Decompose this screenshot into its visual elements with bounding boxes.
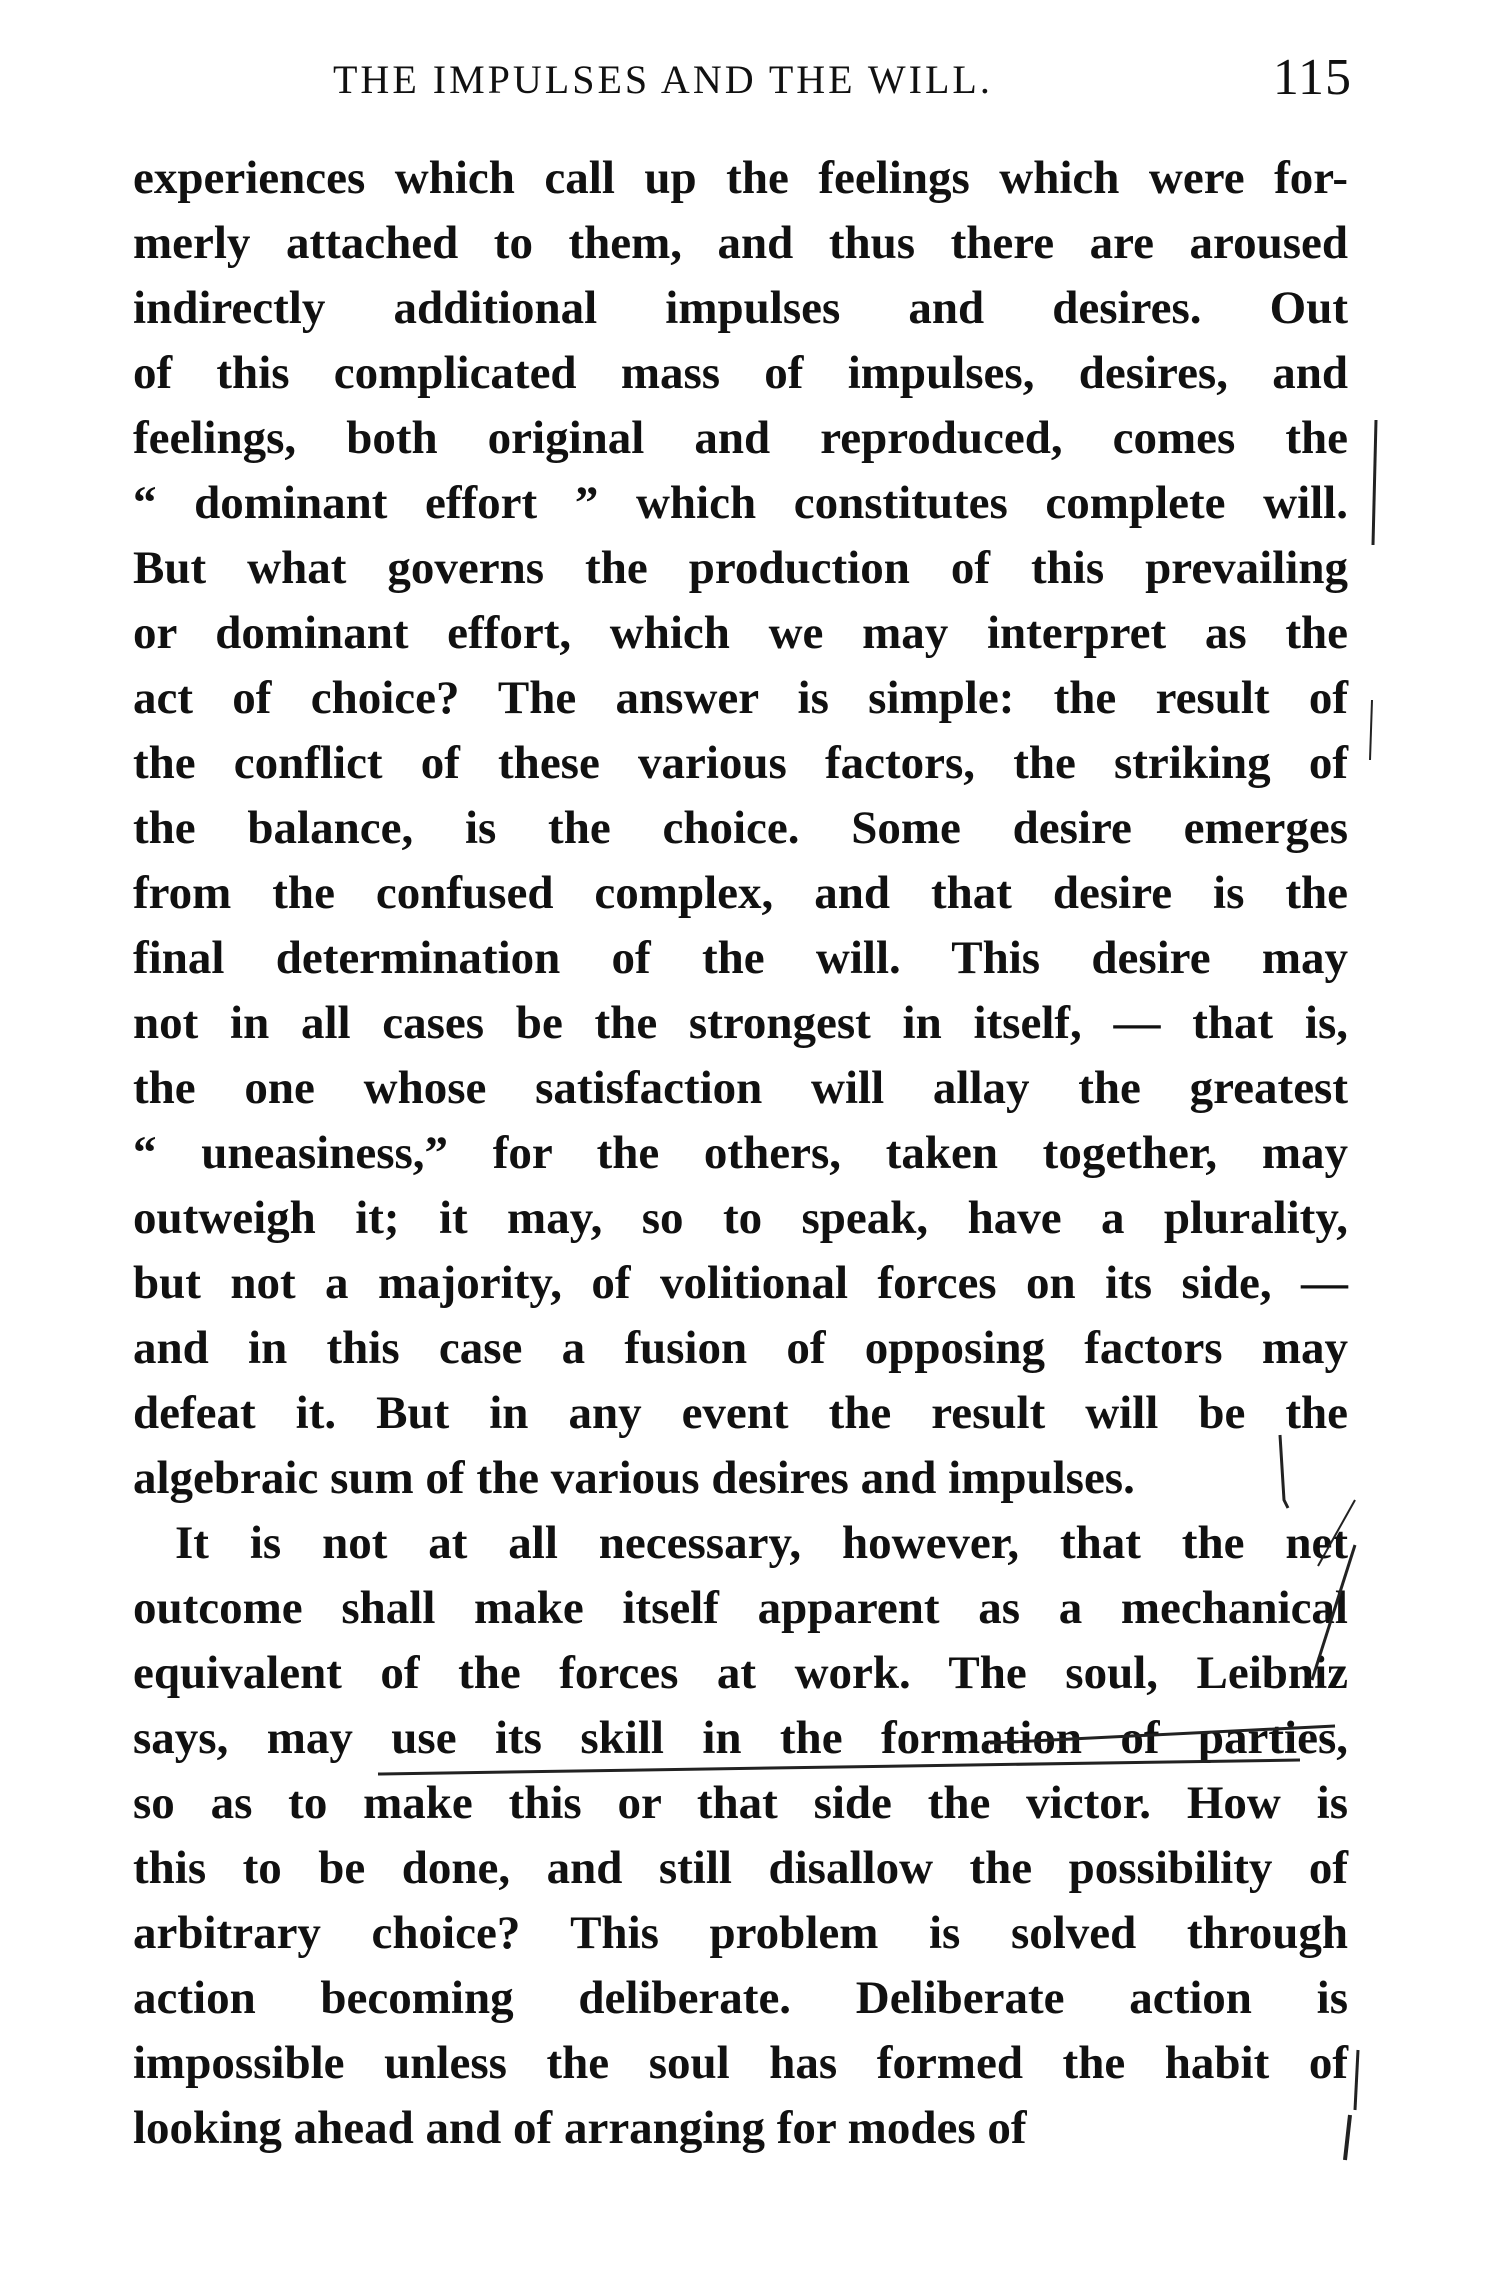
text-line: or dominant effort, which we may interpret as the xyxy=(133,607,1348,659)
margin-line-mark xyxy=(1370,700,1372,760)
text-line: but not a majority, of volitional forces on its side, — xyxy=(133,1257,1348,1309)
text-line: “ uneasiness,” for the others, taken together, may xyxy=(133,1127,1348,1179)
text-line: algebraic sum of the various desires and impulses. xyxy=(133,1452,1135,1504)
text-line: the one whose satisfaction will allay the greatest xyxy=(133,1062,1348,1114)
text-line: the balance, is the choice. Some desire emerges xyxy=(133,802,1348,854)
text-line: “ dominant effort ” which constitutes complete will. xyxy=(133,477,1348,529)
text-line: this to be done, and still disallow the possibility of xyxy=(133,1842,1348,1894)
text-line: experiences which call up the feelings which were for- xyxy=(133,152,1348,204)
page-header xyxy=(133,46,1352,106)
text-line: and in this case a fusion of opposing factors may xyxy=(133,1322,1348,1374)
text-line: so as to make this or that side the victor. How is xyxy=(133,1777,1348,1829)
text-line: It is not at all necessary, however, that the net xyxy=(175,1517,1348,1569)
margin-line-mark xyxy=(1355,2050,1358,2110)
text-line: impossible unless the soul has formed the habit of xyxy=(133,2037,1348,2089)
text-line: feelings, both original and reproduced, comes the xyxy=(133,412,1348,464)
text-line: merly attached to them, and thus there are aroused xyxy=(133,217,1348,269)
body-text xyxy=(133,146,1348,2161)
text-line: action becoming deliberate. Deliberate action is xyxy=(133,1972,1348,2024)
text-line: not in all cases be the strongest in itself, — that is, xyxy=(133,997,1348,1049)
text-line: arbitrary choice? This problem is solved through xyxy=(133,1907,1348,1959)
running-title: THE IMPULSES AND THE WILL. xyxy=(333,57,993,102)
text-line: outweigh it; it may, so to speak, have a plurality, xyxy=(133,1192,1348,1244)
text-line: indirectly additional impulses and desires. Out xyxy=(133,282,1348,334)
text-line: the conflict of these various factors, the striking of xyxy=(133,737,1348,789)
text-line: says, may use its skill in the formation of parties, xyxy=(133,1712,1348,1764)
text-line: act of choice? The answer is simple: the result of xyxy=(133,672,1348,724)
text-line: But what governs the production of this prevailing xyxy=(133,542,1348,594)
page-number: 115 xyxy=(1272,49,1352,106)
text-line: defeat it. But in any event the result will be the xyxy=(133,1387,1348,1439)
text-line: final determination of the will. This desire may xyxy=(133,932,1348,984)
text-line: looking ahead and of arranging for modes of xyxy=(133,2102,1027,2154)
text-line: equivalent of the forces at work. The soul, Leibniz xyxy=(133,1647,1348,1699)
text-line: outcome shall make itself apparent as a mechanical xyxy=(133,1582,1348,1634)
margin-line-mark xyxy=(1373,420,1376,545)
text-line: from the confused complex, and that desire is the xyxy=(133,867,1348,919)
text-line: of this complicated mass of impulses, desires, and xyxy=(133,347,1348,399)
